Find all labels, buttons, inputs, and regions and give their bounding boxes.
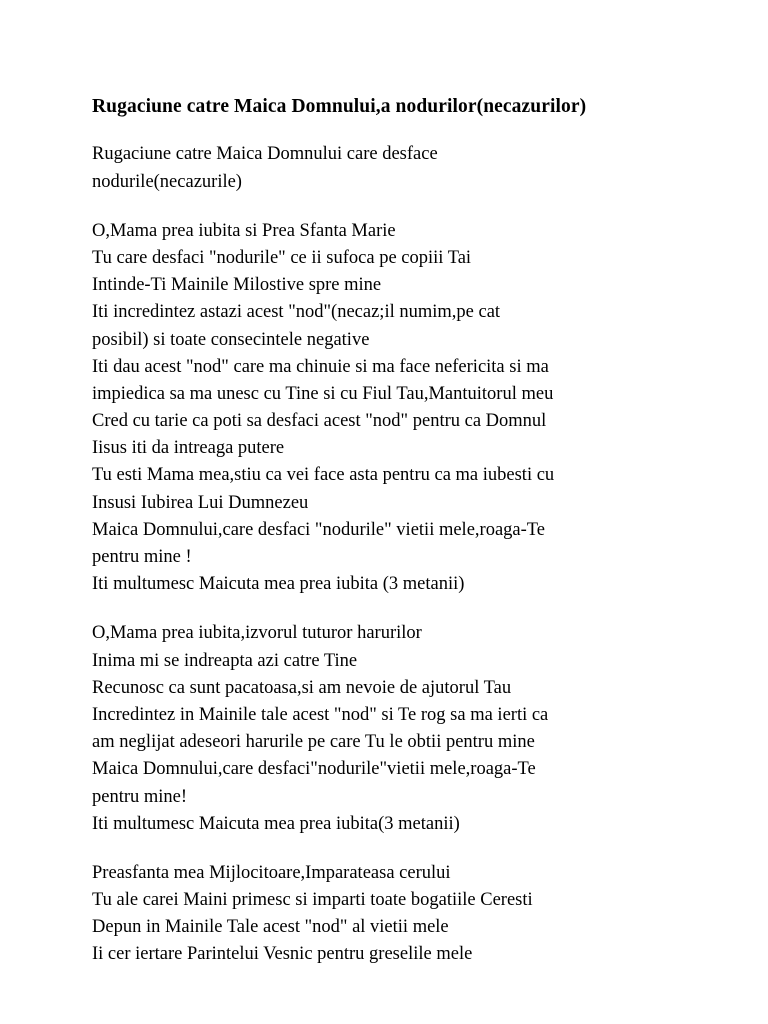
text-line: Iisus iti da intreaga putere (92, 438, 285, 459)
text-line: pentru mine ! (92, 547, 192, 567)
paragraph-prayer-3 (92, 860, 690, 969)
paragraph-intro (92, 141, 690, 195)
document-body (92, 141, 690, 968)
text-line: Iti incredintez astazi acest "nod"(necaz;il numim,pe cat (92, 302, 501, 323)
page-title: Rugaciune catre Maica Domnului,a nodurilor(necazurilor) (92, 96, 587, 117)
text-line: Maica Domnului,care desfaci "nodurile" vietii mele,roaga-Te (92, 519, 545, 540)
text-line: Intinde-Ti Mainile Milostive spre mine (92, 275, 382, 296)
text-line: Iti dau acest "nod" care ma chinuie si ma face nefericita si ma (92, 356, 549, 377)
text-line: am neglijat adeseori harurile pe care Tu le obtii pentru mine (92, 732, 535, 753)
text-line: O,Mama prea iubita,izvorul tuturor harurilor (92, 623, 422, 644)
text-line: Preasfanta mea Mijlocitoare,Imparateasa cerului (92, 862, 451, 883)
text-line: O,Mama prea iubita si Prea Sfanta Marie (92, 220, 396, 241)
text-line: Tu care desfaci "nodurile" ce ii sufoca pe copiii Tai (92, 247, 472, 268)
text-line: Depun in Mainile Tale acest "nod" al vietii mele (92, 917, 449, 938)
text-line: Tu ale carei Maini primesc si imparti toate bogatiile Ceresti (92, 890, 533, 911)
text-line: nodurile(necazurile) (92, 171, 242, 192)
text-line: Maica Domnului,care desfaci"nodurile"vietii mele,roaga-Te (92, 759, 536, 780)
text-line: Rugaciune catre Maica Domnului care desface (92, 144, 438, 165)
text-line: Inima mi se indreapta azi catre Tine (92, 650, 358, 671)
text-line: Cred cu tarie ca poti sa desfaci acest "nod" pentru ca Domnul (92, 411, 547, 432)
paragraph-prayer-1 (92, 218, 690, 599)
paragraph-prayer-2 (92, 620, 690, 838)
text-line: pentru mine! (92, 786, 188, 807)
text-line: Tu esti Mama mea,stiu ca vei face asta pentru ca ma iubesti cu (92, 465, 555, 486)
text-line: Iti multumesc Maicuta mea prea iubita(3 metanii) (92, 813, 460, 834)
text-line: Iti multumesc Maicuta mea prea iubita (3 metanii) (92, 574, 465, 595)
text-line: Incredintez in Mainile tale acest "nod" si Te rog sa ma ierti ca (92, 704, 549, 725)
text-line: impiedica sa ma unesc cu Tine si cu Fiul Tau,Mantuitorul meu (92, 383, 554, 404)
text-line: Insusi Iubirea Lui Dumnezeu (92, 492, 309, 513)
text-line: Recunosc ca sunt pacatoasa,si am nevoie de ajutorul Tau (92, 677, 512, 698)
text-line: Ii cer iertare Parintelui Vesnic pentru greselile mele (92, 944, 473, 965)
text-line: posibil) si toate consecintele negative (92, 329, 370, 350)
